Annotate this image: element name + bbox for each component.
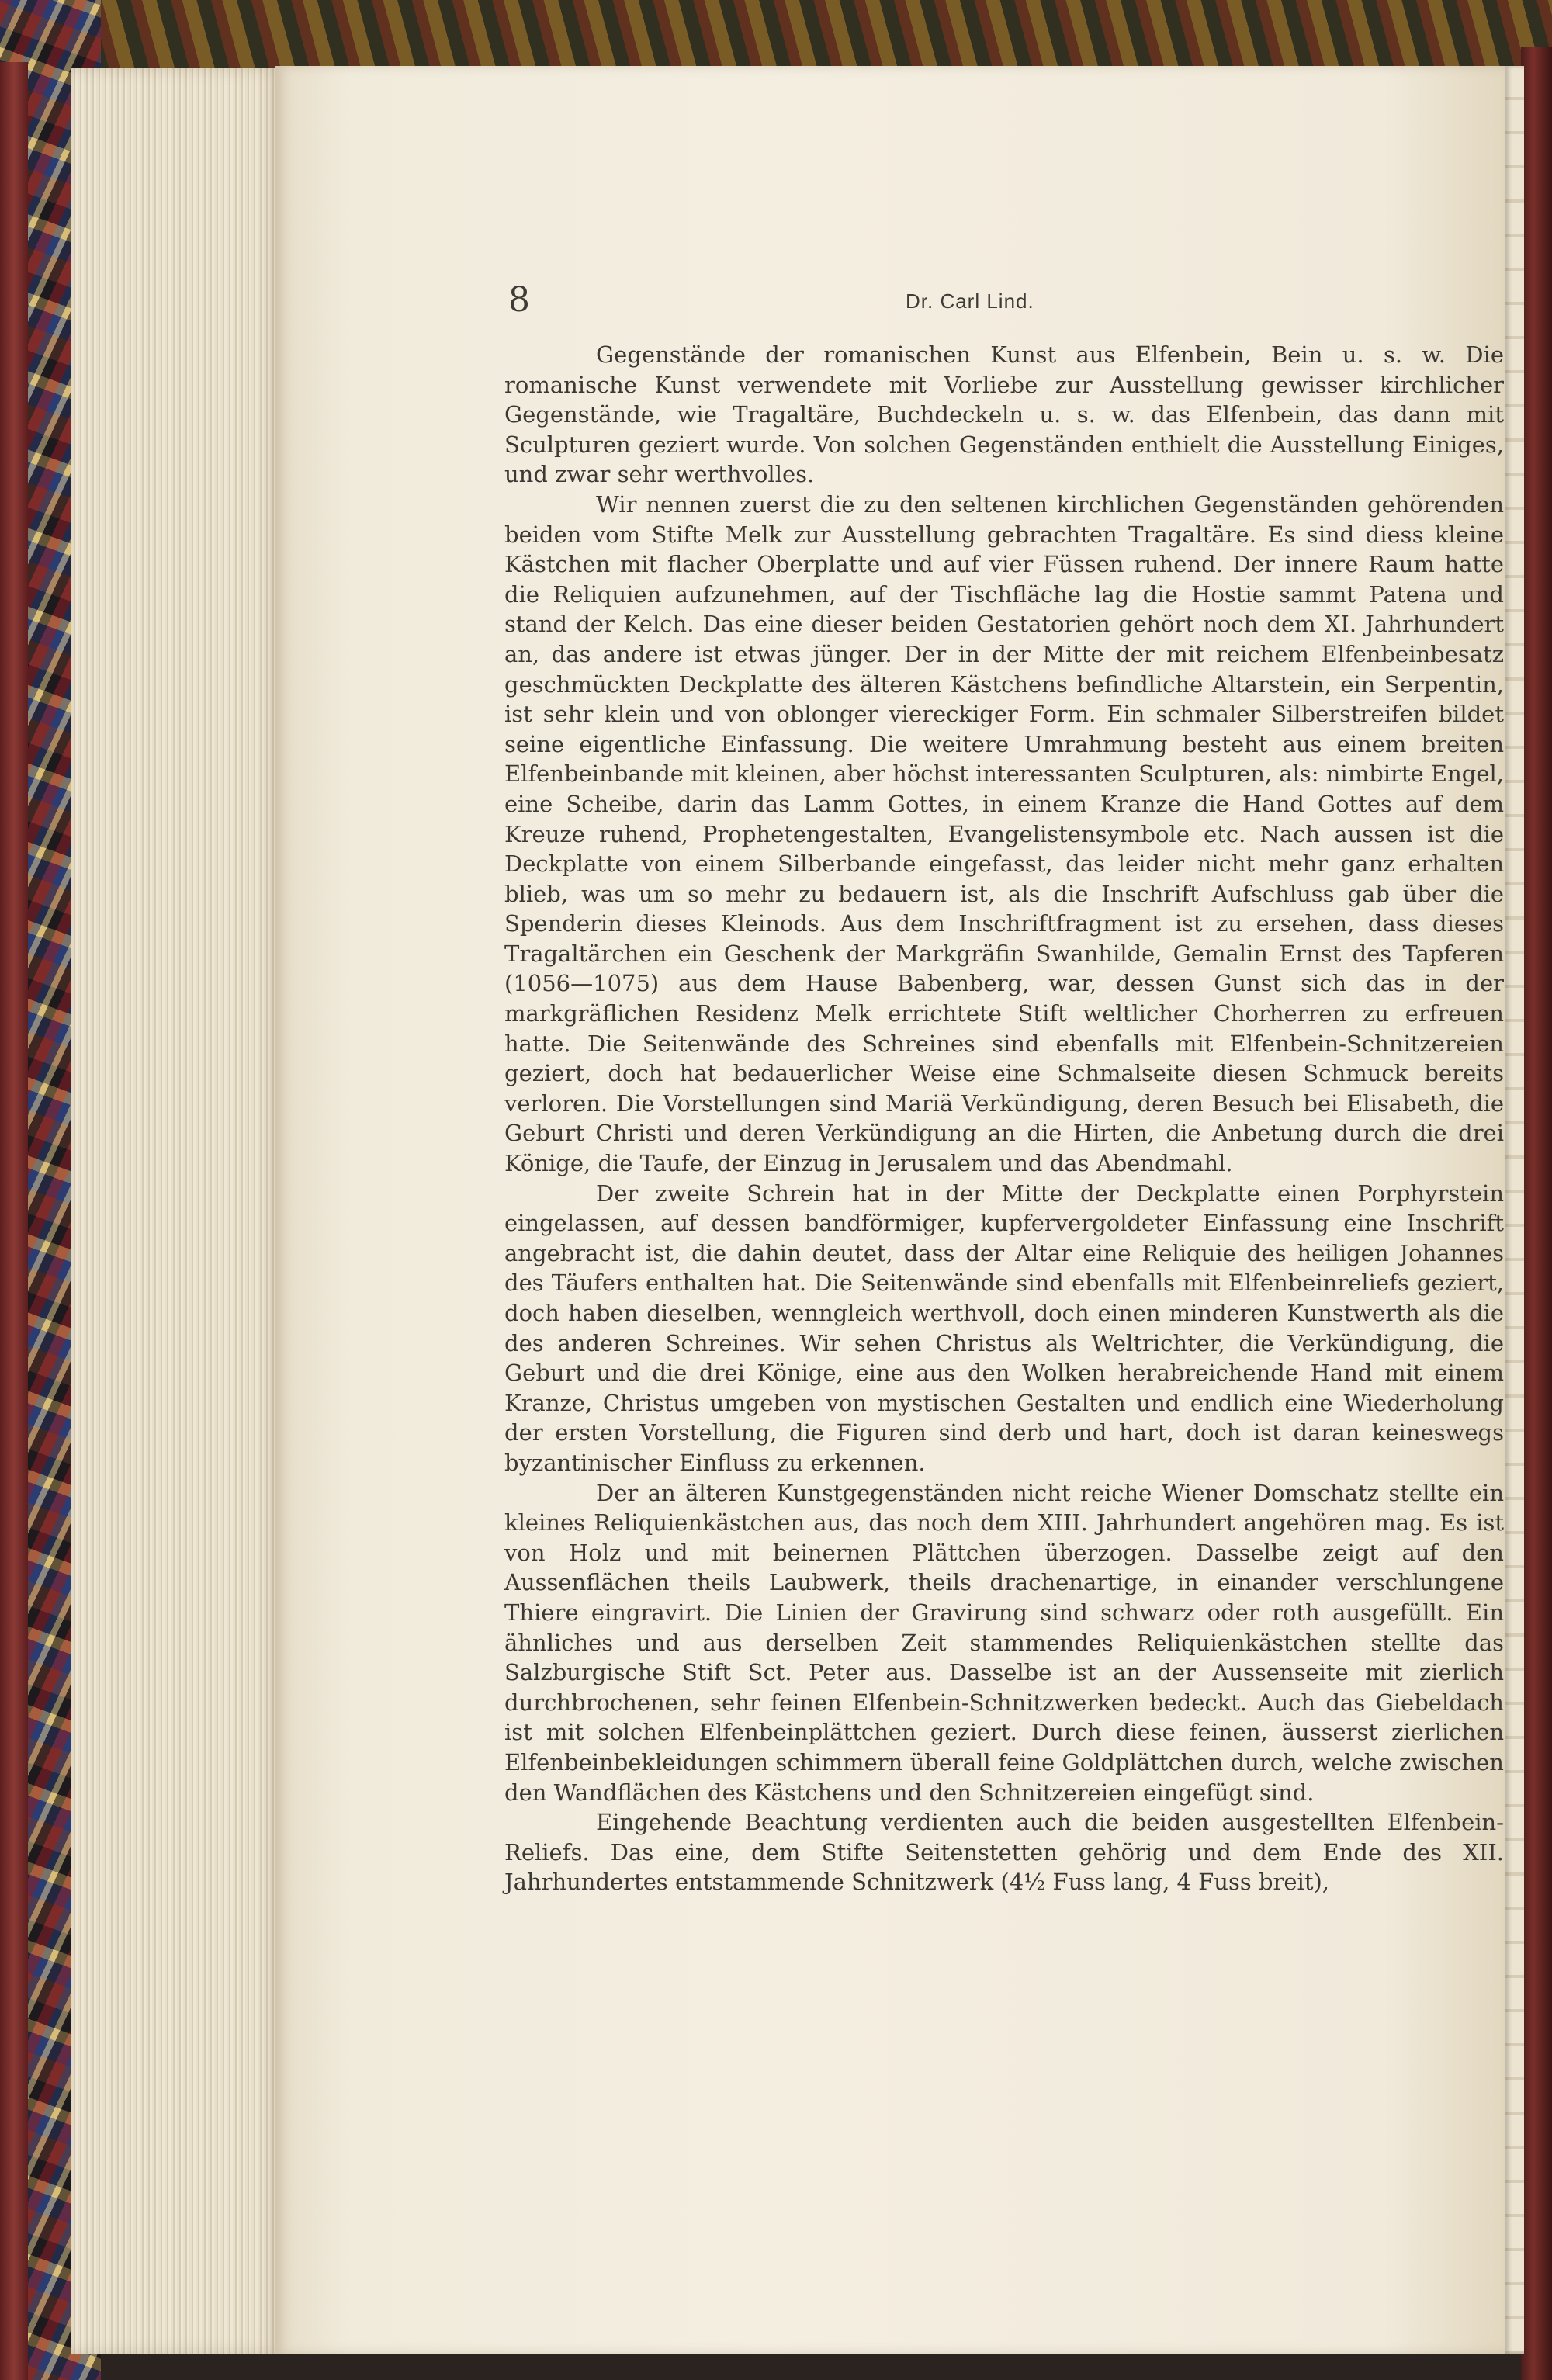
page-edges bbox=[71, 68, 281, 2354]
body-text bbox=[504, 340, 1504, 1897]
facing-page-edge bbox=[1505, 66, 1524, 2354]
page-number: 8 bbox=[508, 280, 530, 320]
paragraph: Der an älteren Kunstgegenständen nicht reiche Wiener Domschatz stellte ein kleines Reliquienkästchen aus, das noch dem XIII. Jahrhundert angehören mag. Es ist von Holz und mit beinernen Plättchen überzogen. Dasselbe zeigt auf den Aussenflächen theils Laubwerk, theils drachenartige, in einander verschlungene Thiere eingravirt. Die Linien der Gravirung sind schwarz oder roth ausgefüllt. Ein ähnliches und aus derselben Zeit stammendes Reliquienkästchen stellte das Salzburgische Stift Sct. Peter aus. Dasselbe ist an der Aussenseite mit zierlich durchbrochenen, sehr feinen Elfenbein-Schnitzwerken bedeckt. Auch das Giebeldach ist mit solchen Elfenbeinplättchen geziert. Durch diese feinen, äusserst zierlichen Elfenbeinbekleidungen schimmern überall feine Goldplättchen durch, welche zwischen den Wandflächen des Kästchens und den Schnitzereien eingefügt sind. bbox=[504, 1479, 1504, 1806]
running-head: Dr. Carl Lind. bbox=[906, 289, 1034, 313]
opposite-cover bbox=[1521, 47, 1552, 2380]
paragraph: Eingehende Beachtung verdienten auch die beiden ausgestellten Elfenbein-Reliefs. Das eine, dem Stifte Seitenstetten gehörig und dem Ende des XII. Jahrhundertes entstammende Schnitzwerk (4½ Fuss lang, 4 Fuss breit), bbox=[504, 1809, 1504, 1896]
paragraph: Gegenstände der romanischen Kunst aus Elfenbein, Bein u. s. w. Die romanische Kunst verwendete mit Vorliebe zur Ausstellung gewisser kirchlicher Gegenstände, wie Tragaltäre, Buchdeckeln u. s. w. das Elfenbein, das dann mit Sculpturen geziert wurde. Von solchen Gegenständen enthielt die Ausstellung Einiges, und zwar sehr werthvolles. bbox=[504, 341, 1504, 488]
book-spine bbox=[0, 62, 28, 2380]
paragraph: Wir nennen zuerst die zu den seltenen kirchlichen Gegenständen gehörenden beiden vom Stifte Melk zur Ausstellung gebrachten Tragaltäre. Es sind diess kleine Kästchen mit flacher Oberplatte und auf vier Füssen ruhend. Der innere Raum hatte die Reliquien aufzunehmen, auf der Tischfläche lag die Hostie sammt Patena und stand der Kelch. Das eine dieser beiden Gestatorien gehört noch dem XI. Jahrhundert an, das andere ist etwas jünger. Der in der Mitte der mit reichem Elfenbeinbesatz geschmückten Deckplatte des älteren Kästchens befindliche Altarstein, ein Serpentin, ist sehr klein und von oblonger viereckiger Form. Ein schmaler Silberstreifen bildet seine eigentliche Einfassung. Die weitere Umrahmung besteht aus einem breiten Elfenbeinbande mit kleinen, aber höchst interessanten Sculpturen, als: nimbirte Engel, eine Scheibe, darin das Lamm Gottes, in einem Kranze die Hand Gottes auf dem Kreuze ruhend, Prophetengestalten, Evangelistensymbole etc. Nach aussen ist die Deckplatte von einem Silberbande eingefasst, das leider nicht mehr ganz erhalten blieb, was um so mehr zu bedauern ist, als die Inschrift Aufschluss gab über die Spenderin dieses Kleinods. Aus dem Inschriftfragment ist zu ersehen, dass dieses Tragaltärchen ein Geschenk der Markgräfin Swanhilde, Gemalin Ernst des Tapferen (1056—1075) aus dem Hause Babenberg, war, dessen Gunst sich das in der markgräflichen Residenz Melk errichtete Stift weltlicher Chorherren zu erfreuen hatte. Die Seitenwände des Schreines sind ebenfalls mit Elfenbein-Schnitzereien geziert, doch hat bedauerlicher Weise eine Schmalseite diesen Schmuck bereits verloren. Die Vorstellungen sind Mariä Verkündigung, deren Besuch bei Elisabeth, die Geburt Christi und deren Verkündigung an die Hirten, die Anbetung durch die drei Könige, die Taufe, der Einzug in Jerusalem und das Abendmahl. bbox=[504, 490, 1504, 1177]
paragraph: Der zweite Schrein hat in der Mitte der Deckplatte einen Porphyrstein eingelassen, auf dessen bandförmiger, kupfervergoldeter Einfassung eine Inschrift angebracht ist, die dahin deutet, dass der Altar eine Reliquie des heiligen Johannes des Täufers enthalten hat. Die Seitenwände sind ebenfalls mit Elfenbeinreliefs geziert, doch haben dieselben, wenngleich werthvoll, doch einen minderen Kunstwerth als die des anderen Schreines. Wir sehen Christus als Weltrichter, die Verkündigung, die Geburt und die drei Könige, eine aus den Wolken herabreichende Hand mit einem Kranze, Christus umgeben von mystischen Gestalten und endlich eine Wiederholung der ersten Vorstellung, die Figuren sind derb und hart, doch ist daran keineswegs byzantinischer Einfluss zu erkennen. bbox=[504, 1180, 1504, 1476]
page-header bbox=[508, 281, 1502, 320]
marbled-cover-top bbox=[0, 0, 1552, 70]
